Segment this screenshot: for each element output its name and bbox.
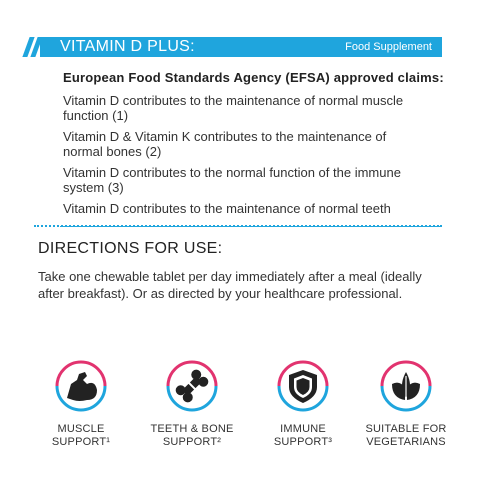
muscle-icon	[49, 354, 113, 418]
product-subtitle: Food Supplement	[345, 41, 432, 53]
shield-icon	[271, 354, 335, 418]
claims-heading: European Food Standards Agency (EFSA) approved claims:	[63, 70, 444, 85]
badge-immune	[253, 354, 353, 449]
directions-title: DIRECTIONS FOR USE:	[38, 240, 223, 257]
badge-label: SUITABLE FOR VEGETARIANS	[365, 423, 447, 448]
claim-item: Vitamin D contributes to the maintenance of normal teeth	[63, 201, 391, 216]
claim-item: Vitamin D & Vitamin K contributes to the maintenance of normal bones (2)	[63, 129, 387, 159]
claim-item: Vitamin D contributes to the maintenance of normal muscle function (1)	[63, 93, 404, 123]
badge-label: TEETH & BONE SUPPORT²	[150, 423, 234, 448]
leaf-icon	[374, 354, 438, 418]
badge-vegetarian	[356, 354, 456, 449]
directions-text: Take one chewable tablet per day immediately after a meal (ideally after breakfast). Or as directed by your healthcare professional.	[38, 269, 422, 301]
claim-item: Vitamin D contributes to the normal function of the immune system (3)	[63, 165, 401, 195]
claims-list	[63, 93, 428, 222]
badge-label: IMMUNE SUPPORT³	[273, 423, 333, 448]
badge-muscle	[31, 354, 131, 449]
product-title: VITAMIN D PLUS:	[60, 38, 195, 55]
badge-teeth-bone	[142, 354, 242, 449]
badge-label: MUSCLE SUPPORT¹	[51, 423, 111, 448]
header-banner	[40, 37, 442, 57]
bone-icon	[160, 354, 224, 418]
section-divider-line	[60, 226, 442, 227]
